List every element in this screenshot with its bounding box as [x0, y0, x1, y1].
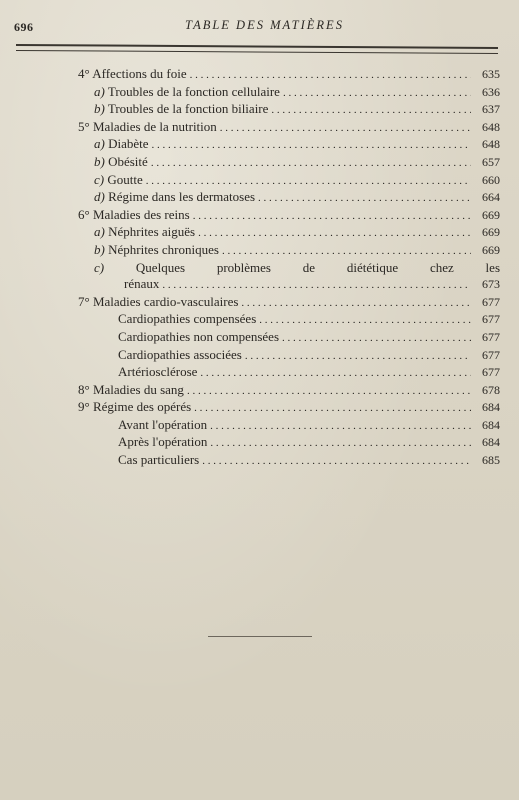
toc-entry-label [94, 172, 143, 189]
dot-leader [241, 295, 471, 312]
toc-entry-page: 677 [482, 294, 500, 309]
toc-entry [78, 242, 500, 260]
toc-entry-title: Cas particuliers [118, 452, 200, 468]
toc-entry-title: Avant l'opération [118, 416, 208, 432]
toc-entry-label [94, 101, 268, 118]
toc-entry-page: 677 [482, 347, 500, 362]
toc-entry-title: Maladies cardio-vasculaires [92, 293, 239, 309]
dot-leader [220, 120, 471, 137]
dot-leader [222, 243, 471, 260]
toc-entry-page: 636 [482, 84, 500, 99]
dot-leader [245, 348, 471, 365]
toc-entry-marker: 6° [78, 206, 90, 222]
toc-entry [78, 329, 500, 347]
toc-entry [78, 382, 500, 400]
dot-leader [210, 435, 471, 452]
dot-leader [190, 67, 471, 84]
toc-entry-title: Cardiopathies compensées [118, 311, 257, 327]
toc-entry-page: 677 [482, 365, 500, 380]
toc-entry [78, 189, 500, 207]
toc-entry-page: 677 [482, 329, 500, 344]
toc-entry-label [78, 294, 238, 311]
dot-leader [210, 418, 471, 435]
toc-entry-label [94, 224, 195, 241]
toc-entry-page: 685 [482, 453, 500, 468]
dot-leader [259, 312, 471, 329]
toc-entry-label [94, 84, 280, 101]
toc-entry-title: Diabète [108, 136, 149, 152]
toc-entry [78, 66, 500, 84]
dot-leader [282, 330, 471, 347]
toc-entry-label [94, 154, 148, 171]
toc-entry-label [94, 242, 219, 259]
toc-entry [78, 311, 500, 329]
toc-entry-label [94, 189, 255, 206]
toc-entry-page: 637 [482, 102, 500, 117]
toc-entry-label [118, 329, 279, 346]
toc-entry [78, 172, 500, 190]
toc-entry [78, 119, 500, 137]
toc-entry-continuation: rénaux [124, 276, 160, 292]
toc-entry-label [118, 347, 242, 364]
toc-entry-label [78, 382, 184, 399]
toc-entry [78, 452, 500, 470]
toc-entry-label [78, 66, 187, 83]
toc-entry-title: Après l'opération [118, 434, 208, 450]
toc-entry-page: 635 [482, 67, 500, 81]
dot-leader [202, 453, 471, 470]
running-title: TABLE DES MATIÈRES [185, 18, 344, 32]
toc-entry-marker: 4° [78, 66, 90, 81]
dot-leader [194, 400, 471, 417]
toc-entry [78, 276, 500, 294]
dot-leader [258, 190, 471, 207]
header-rule-thick [16, 44, 498, 49]
dot-leader [146, 173, 471, 190]
toc-entry-marker: d) [94, 189, 105, 205]
toc-entry-label [94, 136, 149, 153]
toc-entry-page: 664 [482, 190, 500, 205]
toc-entry [78, 207, 500, 225]
toc-entry [78, 154, 500, 172]
toc-entry-title: Maladies de la nutrition [92, 118, 217, 134]
toc-entry-label [118, 364, 197, 381]
toc-entry-label [118, 417, 207, 434]
toc-entry-label [78, 399, 191, 416]
toc-entry-label [118, 434, 207, 451]
toc-entry [78, 224, 500, 242]
dot-leader [187, 383, 471, 400]
toc-entry-title: Néphrites chroniques [108, 241, 219, 257]
toc-entry-title: Maladies du sang [92, 381, 184, 397]
toc-entry-line [78, 260, 500, 277]
toc-entry-marker: 5° [78, 118, 90, 134]
toc-entry-marker: a) [94, 136, 105, 152]
toc-entry-title: Maladies des reins [92, 206, 190, 222]
header-rule-thin [16, 50, 498, 54]
dot-leader [283, 85, 471, 102]
toc-entry-page: 669 [482, 242, 500, 257]
toc-entry-label [118, 311, 256, 328]
toc-entry-marker: 9° [78, 399, 90, 415]
toc-entry [78, 417, 500, 435]
table-of-contents [78, 66, 500, 470]
toc-entry-title: Quelques problèmes de diététique chez les [135, 259, 501, 275]
toc-entry-title: Régime des opérés [92, 399, 192, 415]
toc-entry-label [78, 207, 190, 224]
toc-entry [78, 101, 500, 119]
toc-entry-title: Obésité [108, 153, 148, 169]
toc-entry-title: Artériosclérose [118, 364, 198, 380]
end-rule [208, 636, 312, 637]
toc-entry-marker: b) [94, 101, 105, 117]
toc-entry-page: 678 [482, 382, 500, 397]
toc-entry [78, 347, 500, 365]
toc-entry-title: Cardiopathies associées [118, 346, 242, 362]
toc-entry-title: Cardiopathies non compensées [118, 328, 280, 344]
toc-entry-page: 648 [482, 137, 500, 152]
dot-leader [193, 208, 471, 225]
toc-entry [78, 434, 500, 452]
toc-entry-title: Goutte [107, 171, 143, 187]
toc-entry-label [78, 119, 217, 136]
toc-entry-title: Troubles de la fonction biliaire [107, 101, 269, 117]
toc-entry-marker: b) [94, 241, 105, 257]
toc-entry [78, 364, 500, 382]
toc-entry-title: Régime dans les dermatoses [108, 189, 256, 205]
dot-leader [198, 225, 471, 242]
toc-entry-marker: c) [94, 259, 105, 275]
toc-entry-marker: 7° [78, 293, 90, 309]
toc-entry-marker: b) [94, 153, 105, 169]
toc-entry-page: 673 [482, 277, 500, 292]
toc-entry-marker: 8° [78, 381, 90, 397]
toc-entry-marker: a) [94, 224, 105, 240]
toc-entry-title: Affections du foie [92, 66, 187, 81]
toc-entry-marker: c) [94, 171, 105, 187]
toc-entry-page: 684 [482, 417, 500, 432]
toc-entry-page: 684 [482, 435, 500, 450]
toc-entry-page: 669 [482, 207, 500, 222]
toc-entry [78, 136, 500, 154]
toc-entry [78, 294, 500, 312]
toc-entry-page: 660 [482, 172, 500, 187]
dot-leader [151, 155, 471, 172]
toc-entry-page: 657 [482, 154, 500, 169]
toc-entry-title: Troubles de la fonction cellulaire [107, 83, 280, 99]
toc-entry [78, 84, 500, 102]
toc-entry [78, 399, 500, 417]
toc-entry-marker: a) [94, 83, 105, 99]
dot-leader [271, 102, 471, 119]
page-number: 696 [14, 20, 34, 34]
dot-leader [162, 277, 471, 294]
toc-entry-page: 684 [482, 400, 500, 415]
dot-leader [152, 137, 471, 154]
toc-entry-label [118, 452, 199, 469]
toc-entry-page: 677 [482, 312, 500, 327]
toc-entry-page: 648 [482, 119, 500, 134]
toc-entry-page: 669 [482, 225, 500, 240]
dot-leader [200, 365, 471, 382]
toc-entry-title: Néphrites aiguës [108, 224, 196, 240]
